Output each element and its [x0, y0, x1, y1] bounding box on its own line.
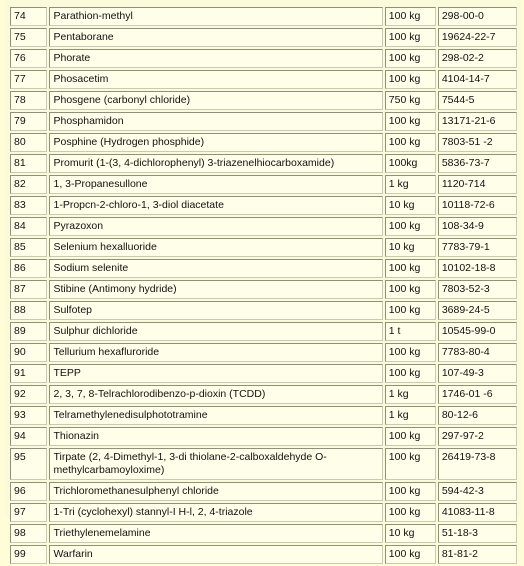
table-row	[10, 154, 517, 173]
threshold-quantity-cell: 100 kg	[385, 545, 436, 564]
serial-number-cell: 77	[10, 70, 47, 89]
chemical-name-cell: Phorate	[49, 49, 382, 68]
table-row	[10, 343, 517, 362]
serial-number-cell: 96	[10, 482, 47, 501]
table-row	[10, 259, 517, 278]
cas-number-cell: 10102-18-8	[438, 259, 517, 278]
serial-number-cell: 76	[10, 49, 47, 68]
serial-number-cell: 74	[10, 7, 47, 26]
table-row	[10, 133, 517, 152]
serial-number-cell: 82	[10, 175, 47, 194]
threshold-quantity-cell: 100 kg	[385, 448, 436, 480]
threshold-quantity-cell: 100 kg	[385, 49, 436, 68]
serial-number-cell: 88	[10, 301, 47, 320]
threshold-quantity-cell: 1 kg	[385, 385, 436, 404]
serial-number-cell: 94	[10, 427, 47, 446]
chemical-name-cell: Telramethylenedisulphototramine	[49, 406, 382, 425]
cas-number-cell: 10545-99-0	[438, 322, 517, 341]
chemical-name-cell: Pyrazoxon	[49, 217, 382, 236]
table-row	[10, 280, 517, 299]
chemical-name-cell: Triethylenemelamine	[49, 524, 382, 543]
serial-number-cell: 90	[10, 343, 47, 362]
table-row	[10, 322, 517, 341]
threshold-quantity-cell: 100 kg	[385, 7, 436, 26]
chemical-name-cell: Parathion-methyl	[49, 7, 382, 26]
cas-number-cell: 80-12-6	[438, 406, 517, 425]
chemical-name-cell: Trichloromethanesulphenyl chloride	[49, 482, 382, 501]
threshold-quantity-cell: 100 kg	[385, 503, 436, 522]
serial-number-cell: 87	[10, 280, 47, 299]
cas-number-cell: 41083-11-8	[438, 503, 517, 522]
threshold-quantity-cell: 100 kg	[385, 482, 436, 501]
table-row	[10, 28, 517, 47]
serial-number-cell: 79	[10, 112, 47, 131]
chemical-name-cell: Thionazin	[49, 427, 382, 446]
cas-number-cell: 7803-51 -2	[438, 133, 517, 152]
cas-number-cell: 5836-73-7	[438, 154, 517, 173]
chemical-name-cell: Selenium hexalluoride	[49, 238, 382, 257]
threshold-quantity-cell: 750 kg	[385, 91, 436, 110]
table-row	[10, 364, 517, 383]
cas-number-cell: 26419-73-8	[438, 448, 517, 480]
threshold-quantity-cell: 100 kg	[385, 133, 436, 152]
table-row	[10, 448, 517, 480]
serial-number-cell: 98	[10, 524, 47, 543]
chemical-name-cell: Tellurium hexafluroride	[49, 343, 382, 362]
serial-number-cell: 75	[10, 28, 47, 47]
chemical-name-cell: 1-Propcn-2-chloro-1, 3-diol diacetate	[49, 196, 382, 215]
chemical-name-cell: Phosphamidon	[49, 112, 382, 131]
threshold-quantity-cell: 10 kg	[385, 196, 436, 215]
serial-number-cell: 83	[10, 196, 47, 215]
serial-number-cell: 93	[10, 406, 47, 425]
threshold-quantity-cell: 100 kg	[385, 343, 436, 362]
chemical-name-cell: Sodium selenite	[49, 259, 382, 278]
cas-number-cell: 10118-72-6	[438, 196, 517, 215]
threshold-quantity-cell: 1 kg	[385, 406, 436, 425]
chemical-name-cell: Phosacetim	[49, 70, 382, 89]
serial-number-cell: 78	[10, 91, 47, 110]
hazardous-chemicals-table	[8, 5, 519, 566]
cas-number-cell: 1746-01 -6	[438, 385, 517, 404]
serial-number-cell: 99	[10, 545, 47, 564]
serial-number-cell: 92	[10, 385, 47, 404]
serial-number-cell: 86	[10, 259, 47, 278]
threshold-quantity-cell: 100 kg	[385, 301, 436, 320]
serial-number-cell: 85	[10, 238, 47, 257]
table-row	[10, 482, 517, 501]
threshold-quantity-cell: 100 kg	[385, 112, 436, 131]
cas-number-cell: 19624-22-7	[438, 28, 517, 47]
table-row	[10, 112, 517, 131]
chemical-name-cell: Sulfotep	[49, 301, 382, 320]
cas-number-cell: 1120-714	[438, 175, 517, 194]
serial-number-cell: 81	[10, 154, 47, 173]
serial-number-cell: 80	[10, 133, 47, 152]
table-row	[10, 196, 517, 215]
chemical-name-cell: Stibine (Antimony hydride)	[49, 280, 382, 299]
table-row	[10, 91, 517, 110]
threshold-quantity-cell: 100kg	[385, 154, 436, 173]
table-row	[10, 545, 517, 564]
chemical-name-cell: Pentaborane	[49, 28, 382, 47]
table-row	[10, 406, 517, 425]
threshold-quantity-cell: 100 kg	[385, 70, 436, 89]
threshold-quantity-cell: 10 kg	[385, 238, 436, 257]
table-row	[10, 238, 517, 257]
cas-number-cell: 7783-79-1	[438, 238, 517, 257]
chemical-name-cell: TEPP	[49, 364, 382, 383]
table-row	[10, 503, 517, 522]
table-body	[10, 7, 517, 564]
serial-number-cell: 91	[10, 364, 47, 383]
cas-number-cell: 7783-80-4	[438, 343, 517, 362]
cas-number-cell: 298-02-2	[438, 49, 517, 68]
cas-number-cell: 3689-24-5	[438, 301, 517, 320]
chemical-name-cell: Promurit (1-(3, 4-dichlorophenyl) 3-triazenelhiocarboxamide)	[49, 154, 382, 173]
document-page	[5, 0, 521, 560]
threshold-quantity-cell: 100 kg	[385, 364, 436, 383]
cas-number-cell: 81-81-2	[438, 545, 517, 564]
chemical-name-cell: Tirpate (2, 4-Dimethyl-1, 3-di thiolane-2-calboxaldehyde O-methylcarbamoyloxime)	[49, 448, 382, 480]
serial-number-cell: 84	[10, 217, 47, 236]
threshold-quantity-cell: 100 kg	[385, 259, 436, 278]
threshold-quantity-cell: 100 kg	[385, 427, 436, 446]
table-row	[10, 301, 517, 320]
threshold-quantity-cell: 100 kg	[385, 217, 436, 236]
cas-number-cell: 594-42-3	[438, 482, 517, 501]
table-row	[10, 427, 517, 446]
table-row	[10, 524, 517, 543]
cas-number-cell: 13171-21-6	[438, 112, 517, 131]
cas-number-cell: 107-49-3	[438, 364, 517, 383]
cas-number-cell: 298-00-0	[438, 7, 517, 26]
chemical-name-cell: 2, 3, 7, 8-Telrachlorodibenzo-p-dioxin (TCDD)	[49, 385, 382, 404]
threshold-quantity-cell: 100 kg	[385, 28, 436, 47]
table-row	[10, 217, 517, 236]
table-row	[10, 7, 517, 26]
chemical-name-cell: Sulphur dichloride	[49, 322, 382, 341]
cas-number-cell: 7544-5	[438, 91, 517, 110]
cas-number-cell: 7803-52-3	[438, 280, 517, 299]
cas-number-cell: 51-18-3	[438, 524, 517, 543]
table-row	[10, 385, 517, 404]
cas-number-cell: 108-34-9	[438, 217, 517, 236]
serial-number-cell: 95	[10, 448, 47, 480]
serial-number-cell: 97	[10, 503, 47, 522]
table-row	[10, 70, 517, 89]
chemical-name-cell: 1-Tri (cyclohexyl) stannyl-I H-l, 2, 4-triazole	[49, 503, 382, 522]
cas-number-cell: 297-97-2	[438, 427, 517, 446]
chemical-name-cell: Phosgene (carbonyl chloride)	[49, 91, 382, 110]
threshold-quantity-cell: 100 kg	[385, 280, 436, 299]
cas-number-cell: 4104-14-7	[438, 70, 517, 89]
threshold-quantity-cell: 10 kg	[385, 524, 436, 543]
serial-number-cell: 89	[10, 322, 47, 341]
threshold-quantity-cell: 1 t	[385, 322, 436, 341]
chemical-name-cell: 1, 3-Propanesullone	[49, 175, 382, 194]
threshold-quantity-cell: 1 kg	[385, 175, 436, 194]
chemical-name-cell: Posphine (Hydrogen phosphide)	[49, 133, 382, 152]
chemical-name-cell: Warfarin	[49, 545, 382, 564]
table-row	[10, 175, 517, 194]
table-row	[10, 49, 517, 68]
